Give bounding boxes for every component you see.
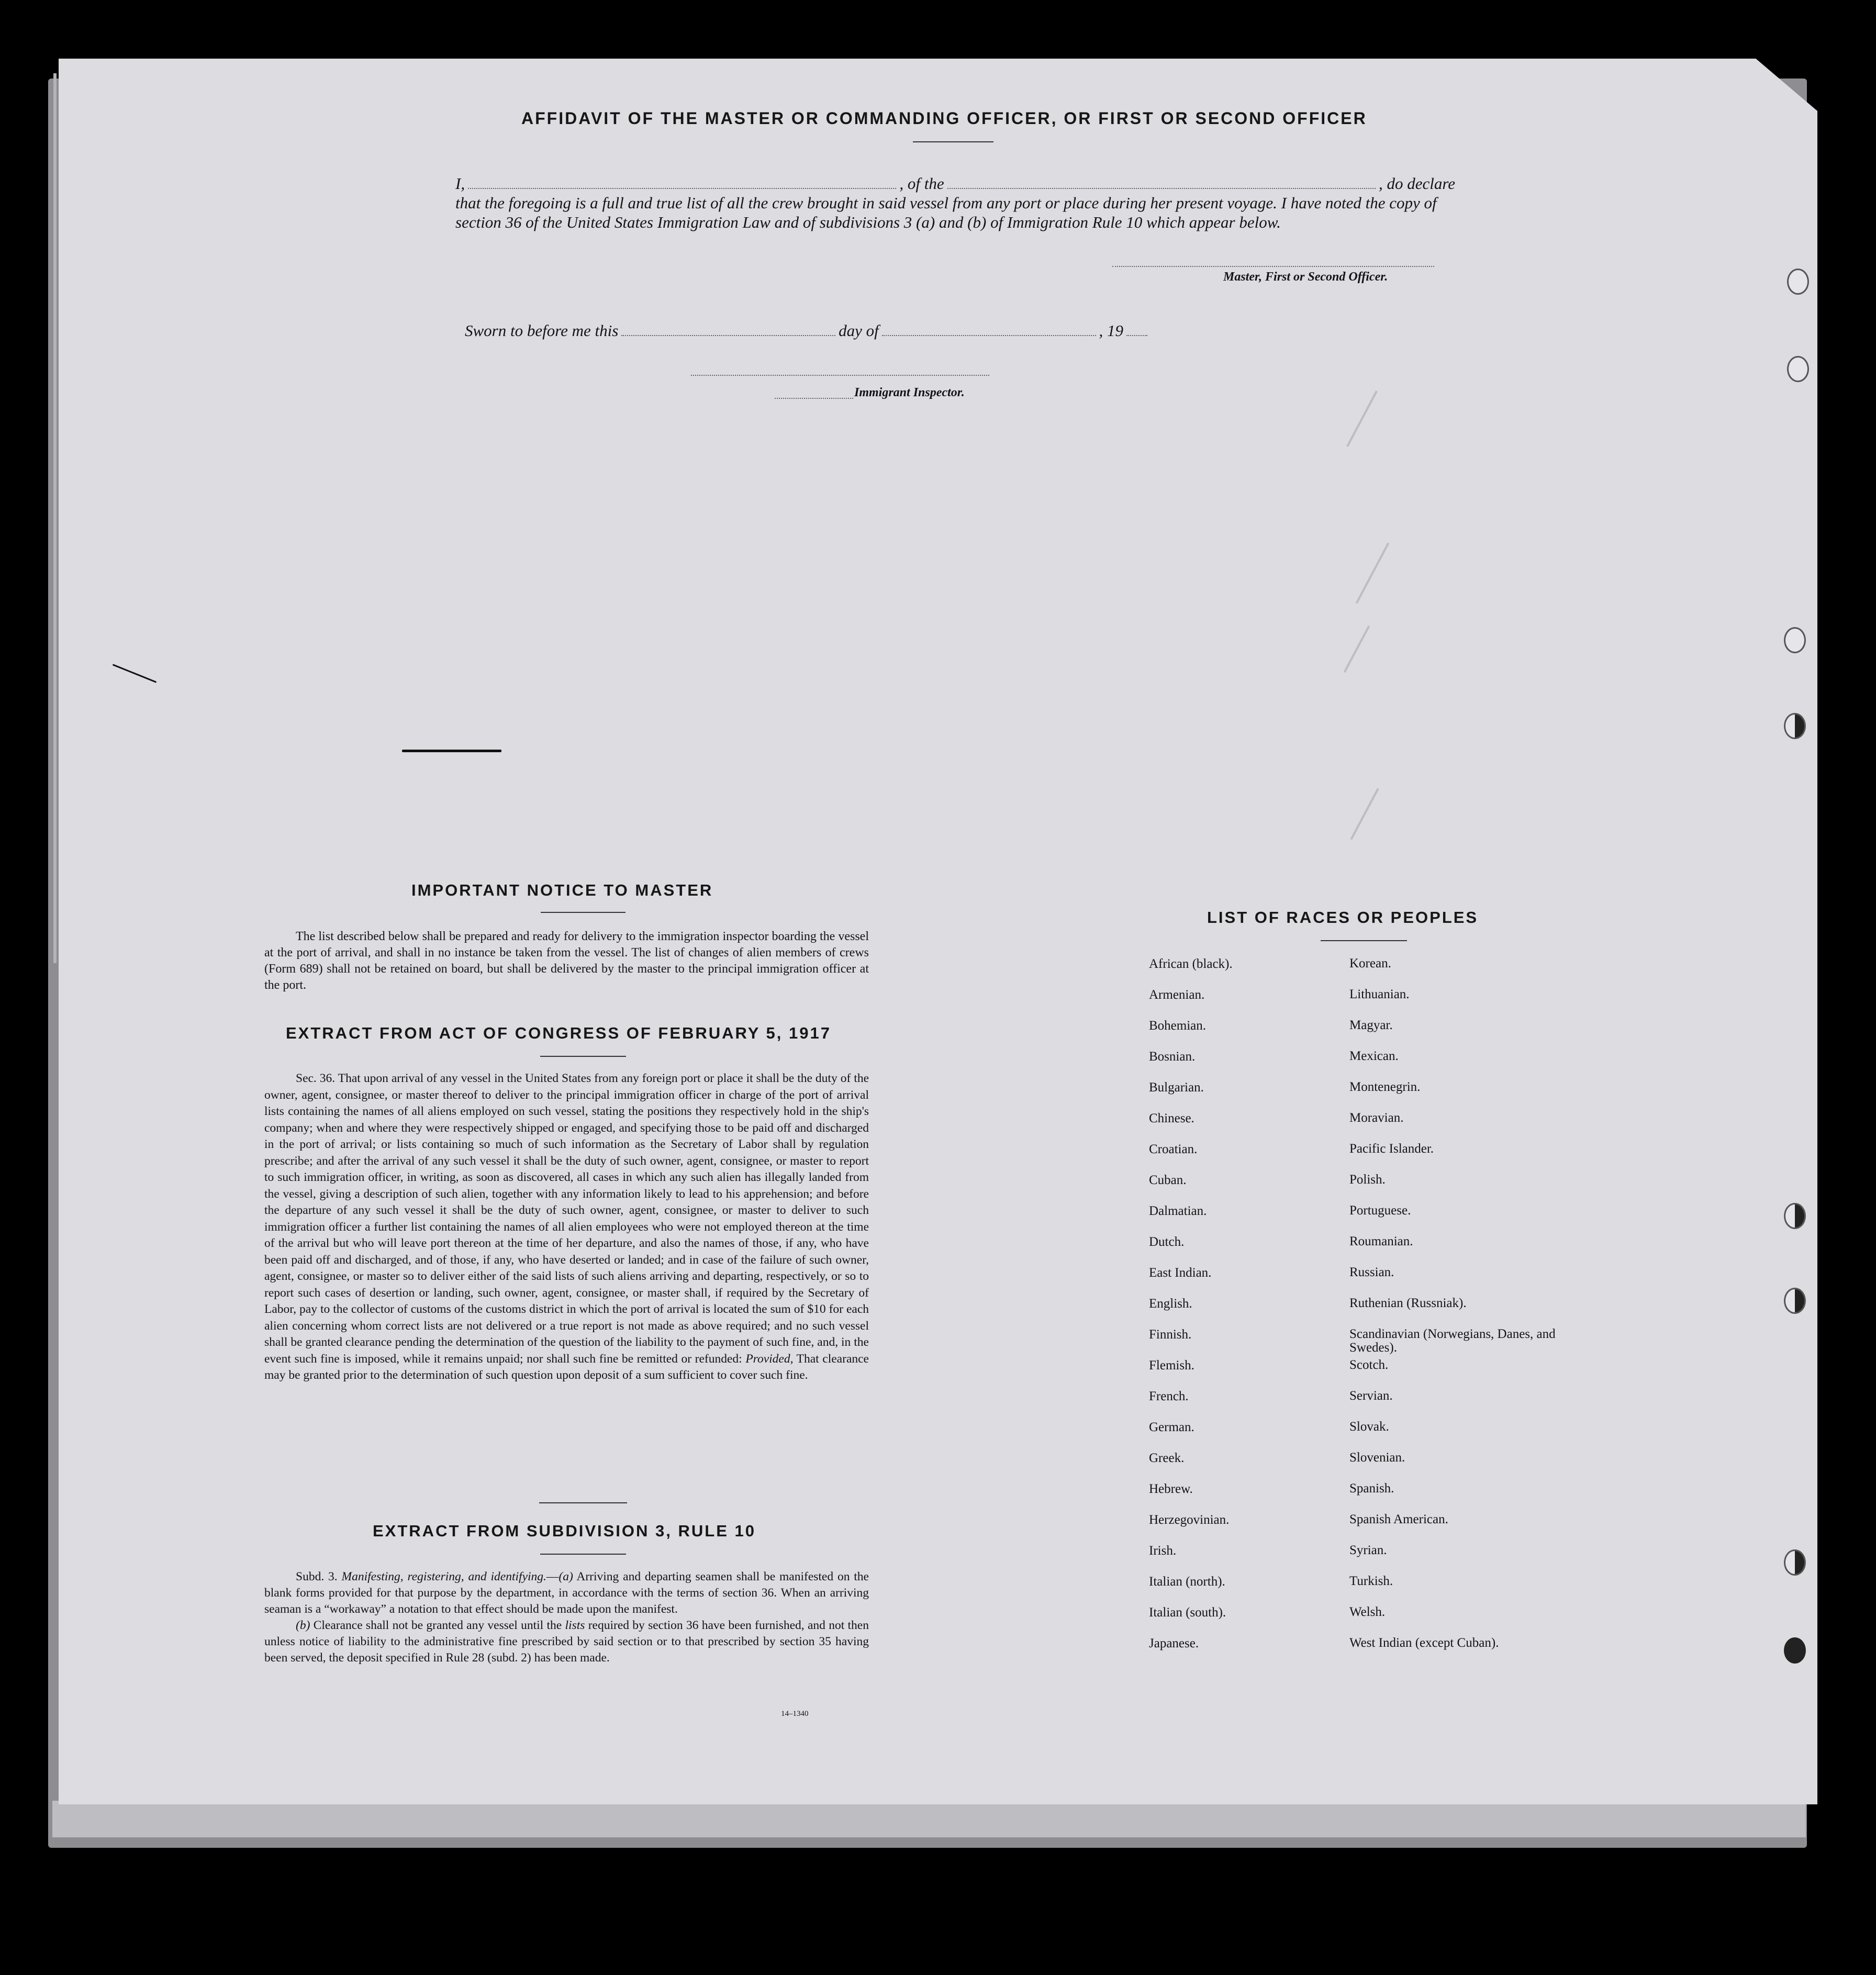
punch-hole bbox=[1787, 269, 1809, 295]
race-row bbox=[1149, 1111, 1590, 1142]
master-name-blank[interactable] bbox=[468, 187, 896, 189]
punch-hole bbox=[1784, 1203, 1806, 1229]
subd-title: Manifesting, registering, and identifying. bbox=[341, 1570, 546, 1583]
race-entry: Hebrew. bbox=[1149, 1482, 1193, 1496]
inspector-caption: Immigrant Inspector. bbox=[854, 386, 965, 399]
punch-hole bbox=[1787, 356, 1809, 382]
race-row bbox=[1149, 1482, 1590, 1513]
race-entry: Magyar. bbox=[1349, 1018, 1393, 1032]
provided-label: Provided, bbox=[745, 1352, 794, 1366]
sworn-day-of-label: day of bbox=[839, 321, 879, 340]
punch-hole bbox=[1784, 627, 1806, 653]
subd-b-body-1: Clearance shall not be granted any vessel until the bbox=[313, 1619, 562, 1632]
extract-rule-heading-rule bbox=[540, 1554, 626, 1555]
notice-heading: IMPORTANT NOTICE TO MASTER bbox=[411, 881, 713, 899]
master-signature-line[interactable] bbox=[1112, 266, 1434, 267]
race-entry: Finnish. bbox=[1149, 1327, 1192, 1342]
race-row bbox=[1149, 1019, 1590, 1050]
race-row bbox=[1149, 1204, 1590, 1235]
extract-rule-heading: EXTRACT FROM SUBDIVISION 3, RULE 10 bbox=[373, 1522, 756, 1540]
extract-act-heading: EXTRACT FROM ACT OF CONGRESS OF FEBRUARY 5, 1917 bbox=[286, 1024, 831, 1042]
subd-label: Subd. 3. bbox=[296, 1570, 338, 1583]
race-entry: Greek. bbox=[1149, 1451, 1185, 1465]
notice-body: The list described below shall be prepared and ready for delivery to the immigration inspector boarding the vessel at the port of arrival, and shall in no instance be taken from the vessel. The list of changes of alien members of crews (Form 689) shall not be retained on board, but shall be delivered by the master to the principal immigration officer at the port. bbox=[264, 930, 869, 992]
race-row bbox=[1149, 988, 1590, 1019]
subdivision-3-paragraph-a: Subd. 3. Manifesting, registering, and identifying.—(a) Arriving and departing seamen shall be manifested on the blank forms provided for that purpose by the department, in accordance with the terms of section 36. When an arriving seaman is a “workaway” a notation to that effect should be made upon the manifest. bbox=[264, 1570, 869, 1616]
affidavit-heading-rule bbox=[913, 141, 993, 142]
race-entry: Polish. bbox=[1349, 1173, 1386, 1187]
race-entry: English. bbox=[1149, 1297, 1192, 1311]
race-entry: Syrian. bbox=[1349, 1543, 1387, 1557]
extract-act-heading-rule bbox=[540, 1056, 626, 1057]
race-entry: Bulgarian. bbox=[1149, 1080, 1204, 1095]
race-entry: West Indian (except Cuban). bbox=[1349, 1636, 1499, 1650]
race-entry: Turkish. bbox=[1349, 1574, 1393, 1588]
inspector-signature-line[interactable] bbox=[691, 375, 989, 376]
affidavit-i-label: I, bbox=[455, 174, 465, 193]
race-row bbox=[1149, 1636, 1590, 1667]
race-entry: Mexican. bbox=[1349, 1049, 1399, 1063]
punch-hole bbox=[1784, 1288, 1806, 1314]
races-heading: LIST OF RACES OR PEOPLES bbox=[1207, 908, 1479, 927]
race-entry: Servian. bbox=[1349, 1389, 1393, 1403]
race-row bbox=[1149, 1235, 1590, 1266]
section-36-end-rule bbox=[539, 1502, 627, 1503]
section-36-text bbox=[264, 1070, 869, 1384]
race-entry: Cuban. bbox=[1149, 1173, 1187, 1187]
race-entry: Welsh. bbox=[1349, 1605, 1386, 1619]
race-row bbox=[1149, 1605, 1590, 1636]
race-entry: French. bbox=[1149, 1389, 1189, 1403]
pen-mark bbox=[402, 750, 501, 752]
race-entry: Italian (north). bbox=[1149, 1575, 1225, 1589]
sworn-line bbox=[465, 321, 1151, 340]
subd-b-label: (b) bbox=[296, 1619, 310, 1632]
race-entry: Portuguese. bbox=[1349, 1203, 1411, 1218]
race-entry: Japanese. bbox=[1149, 1636, 1199, 1650]
race-row bbox=[1149, 1080, 1590, 1111]
race-entry: Spanish. bbox=[1349, 1481, 1394, 1496]
notice-heading-rule bbox=[541, 912, 626, 913]
sworn-year-blank[interactable] bbox=[1126, 334, 1147, 336]
race-row bbox=[1149, 1451, 1590, 1482]
race-entry: Italian (south). bbox=[1149, 1605, 1226, 1620]
race-entry: Montenegrin. bbox=[1349, 1080, 1421, 1094]
race-entry: Dalmatian. bbox=[1149, 1204, 1207, 1218]
race-entry: Spanish American. bbox=[1349, 1512, 1448, 1526]
races-heading-rule bbox=[1321, 940, 1407, 941]
race-row bbox=[1149, 1173, 1590, 1204]
sworn-year-label: , 19 bbox=[1099, 321, 1123, 340]
race-entry: Scandinavian (Norwegians, Danes, and Swedes). bbox=[1349, 1327, 1556, 1355]
race-row bbox=[1149, 1142, 1590, 1173]
form-code: 14–1340 bbox=[781, 1710, 809, 1718]
race-entry: Dutch. bbox=[1149, 1235, 1185, 1249]
subd-a-label: (a) bbox=[559, 1570, 573, 1583]
race-entry: Chinese. bbox=[1149, 1111, 1194, 1125]
sworn-month-blank[interactable] bbox=[882, 334, 1096, 336]
race-entry: Pacific Islander. bbox=[1349, 1142, 1434, 1156]
paper-fold-edge bbox=[53, 73, 57, 963]
race-entry: Russian. bbox=[1349, 1265, 1394, 1279]
paper-bottom-flap bbox=[52, 1801, 1806, 1837]
affidavit-do-declare-label: , do declare bbox=[1378, 174, 1456, 193]
race-row bbox=[1149, 1050, 1590, 1080]
race-entry: East Indian. bbox=[1149, 1266, 1212, 1280]
race-row bbox=[1149, 1297, 1590, 1327]
race-row bbox=[1149, 1389, 1590, 1420]
race-entry: Slovenian. bbox=[1349, 1450, 1405, 1465]
subdivision-3-text bbox=[264, 1569, 869, 1666]
race-row bbox=[1149, 957, 1590, 988]
punch-hole bbox=[1784, 1637, 1806, 1664]
provided-body: That clearance may be granted prior to the determination of such question upon deposit of a sum sufficient to cover such fine. bbox=[264, 1352, 869, 1382]
race-entry: German. bbox=[1149, 1420, 1194, 1434]
race-entry: Flemish. bbox=[1149, 1358, 1194, 1373]
race-entry: Armenian. bbox=[1149, 988, 1205, 1002]
race-entry: Ruthenian (Russniak). bbox=[1349, 1296, 1467, 1310]
inspector-signature-line-2[interactable] bbox=[775, 398, 853, 399]
race-entry: Herzegovinian. bbox=[1149, 1513, 1230, 1527]
subdivision-3-paragraph-b bbox=[264, 1617, 869, 1666]
race-entry: Croatian. bbox=[1149, 1142, 1198, 1156]
race-row bbox=[1149, 1420, 1590, 1451]
punch-hole bbox=[1784, 713, 1806, 739]
affidavit-declaration-line bbox=[455, 174, 1455, 193]
race-entry: Korean. bbox=[1349, 956, 1391, 970]
section-36-body: That upon arrival of any vessel in the United States from any foreign port or place it shall be the duty of the owner, agent, consignee, or master thereof to deliver to the principal immigration officer in charge of the port of arrival lists containing the names of all aliens employed on such vessel, stating the positions they respectively hold in the ship's company; when and where they were respectively shipped or engaged, and specifying those to be paid off and discharged in the port of arrival; or lists containing so much of such information as the Secretary of Labor shall by regulation prescribe; and after the arrival of any such vessel it shall be the duty of such owner, agent, consignee, or master to report to such immigration officer, in writing, as soon as discovered, all cases in which any such alien has illegally landed from the vessel, giving a description of such alien, together with any information likely to lead to his apprehension; and before the departure of any such vessel it shall be the duty of such owner, agent, consignee, or master to deliver to such immigration officer a further list containing the names of all alien employees who were not employed thereon at the time of the arrival but who will leave port thereon at the time of her departure, and also the names of those, if any, who have been paid off and discharged, and of those, if any, who have deserted or landed; and in case of the failure of such owner, agent, consignee, or master so to deliver either of the said lists of such aliens arriving and departing, respectively, or so to report such cases of desertion or landing, such owner, agent, consignee, or master shall, if required by the Secretary of Labor, pay to the collector of customs of the customs district in which the port of arrival is located the sum of $10 for each alien concerning whom correct lists are not delivered or a true report is not made as above required; and no such vessel shall be granted clearance pending the determination of the question of the liability to the payment of such fine, and, in the event such fine is imposed, while it remains unpaid; nor shall such fine be remitted or refunded: bbox=[264, 1072, 869, 1366]
race-entry: Slovak. bbox=[1349, 1420, 1389, 1434]
affidavit-heading: AFFIDAVIT OF THE MASTER OR COMMANDING OFFICER, OR FIRST OR SECOND OFFICER bbox=[521, 109, 1367, 128]
race-row bbox=[1149, 1266, 1590, 1297]
subd-b-body-2: required by section 36 have been furnished, and not then unless notice of liability to the administrative fine prescribed by said section or to that prescribed by section 35 having been served, the deposit specified in Rule 28 (subd. 2) has been made. bbox=[264, 1619, 869, 1665]
vessel-name-blank[interactable] bbox=[947, 187, 1376, 189]
race-entry: Lithuanian. bbox=[1349, 987, 1410, 1001]
sworn-day-blank[interactable] bbox=[621, 334, 835, 336]
punch-hole bbox=[1784, 1549, 1806, 1576]
race-row bbox=[1149, 1575, 1590, 1605]
sworn-prefix: Sworn to before me this bbox=[465, 321, 619, 340]
race-entry: Bosnian. bbox=[1149, 1050, 1196, 1064]
affidavit-statement-block bbox=[455, 174, 1455, 232]
subd-b-lists: lists bbox=[565, 1619, 585, 1632]
race-entry: Moravian. bbox=[1349, 1111, 1404, 1125]
race-entry: Bohemian. bbox=[1149, 1019, 1207, 1033]
master-signature-caption: Master, First or Second Officer. bbox=[1223, 270, 1388, 284]
race-row bbox=[1149, 1544, 1590, 1575]
race-row bbox=[1149, 1327, 1590, 1358]
race-row bbox=[1149, 1358, 1590, 1389]
section-36-label: Sec. 36. bbox=[296, 1072, 336, 1085]
race-entry: Scotch. bbox=[1349, 1358, 1389, 1372]
affidavit-of-the-label: , of the bbox=[899, 174, 944, 193]
race-entry: Roumanian. bbox=[1349, 1234, 1413, 1248]
race-entry: Irish. bbox=[1149, 1544, 1177, 1558]
subd-a-body: Arriving and departing seamen shall be manifested on the blank forms provided for that purpose by the department, in accordance with the terms of section 36. When an arriving seaman is a “workaway” a notation to that effect should be made upon the manifest. bbox=[264, 1570, 869, 1616]
race-entry: African (black). bbox=[1149, 957, 1233, 971]
affidavit-statement-text: that the foregoing is a full and true list of all the crew brought in said vessel from any port or place during her present voyage. I have noted the copy of section 36 of the United States Immigration Law and of subdivisions 3 (a) and (b) of Immigration Rule 10 which appear below. bbox=[455, 194, 1437, 231]
race-row bbox=[1149, 1513, 1590, 1544]
races-list bbox=[1149, 957, 1590, 1667]
